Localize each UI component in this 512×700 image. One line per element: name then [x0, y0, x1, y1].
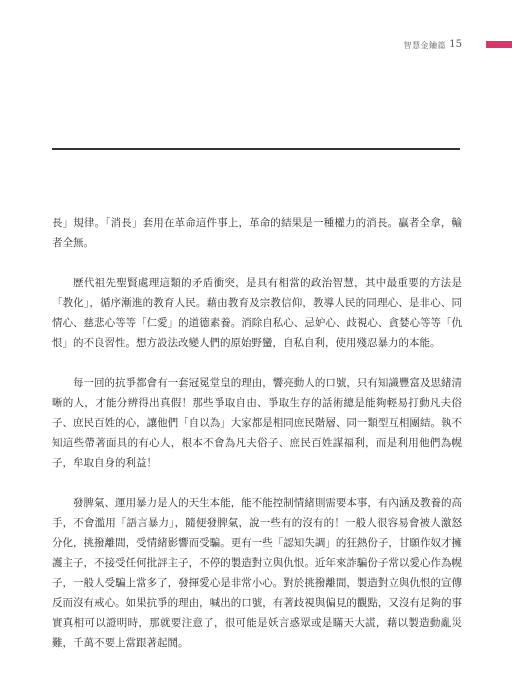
- section-divider: [52, 148, 460, 150]
- body-text: [52, 213, 462, 673]
- page-number: 15: [449, 39, 462, 50]
- paragraph-4: 發脾氣、運用暴力是人的天生本能，能不能控制情緒則需要本事，有內涵及教養的高手，不會濫用「語言暴力」，隨便發脾氣，說一些有的沒有的！一般人很容易會被人激怒分化，挑撥離間，受情緒影響而受騙。更有一些「認知失調」的狂熱份子，甘願作奴才擁護主子，不接受任何批評主子，不停的製造對立與仇恨。近年來詐騙份子常以愛心作為幌子，一般人受騙上當多了，發揮愛心是非常小心。對於挑撥離間，製造對立與仇恨的宣傳反而沒有戒心。如果抗爭的理由，喊出的口號，有著歧視與偏見的觀點，又沒有足夠的事實真相可以證明時，那就要注意了，很可能是妖言惑眾或是瞞天大謊，藉以製造動亂災難，千萬不要上當跟著起鬨。: [52, 497, 462, 649]
- paragraph-2: 歷代祖先聖賢處理這類的矛盾衝突，是具有相當的政治智慧，其中最重要的方法是「教化」，循序漸進的教育人民。藉由教育及宗教信仰，教導人民的同理心、是非心、同情心、慈悲心等等「仁愛」的道德素養。消除自私心、忌妒心、歧視心、貪婪心等等「仇恨」的不良習性。想方設法改變人們的原始野蠻，自私自利，使用殘忍暴力的本能。: [52, 277, 462, 349]
- paragraph-3: 每一回的抗爭都會有一套冠冕堂皇的理由，響亮動人的口號，只有知識豐富及思緒清晰的人，才能分辨得出真假！那些爭取自由、爭取生存的話術總是能夠輕易打動凡夫俗子、庶民百姓的心，讓他們「自以為」大家都是相同庶民階層、同一類型互相團結。執不知這些帶著面具的有心人，根本不會為凡夫俗子、庶民百姓謀福利，而是利用他們為幌子，牟取自身的利益！: [52, 377, 462, 469]
- chapter-tab-marker: [486, 41, 512, 48]
- running-title: 智慧金鑰篇: [403, 41, 446, 50]
- paragraph-1: 長」規律。「消長」套用在革命這件事上，革命的結果是一種權力的消長。贏者全拿，輸者全無。: [52, 217, 462, 249]
- page-header: [0, 40, 512, 54]
